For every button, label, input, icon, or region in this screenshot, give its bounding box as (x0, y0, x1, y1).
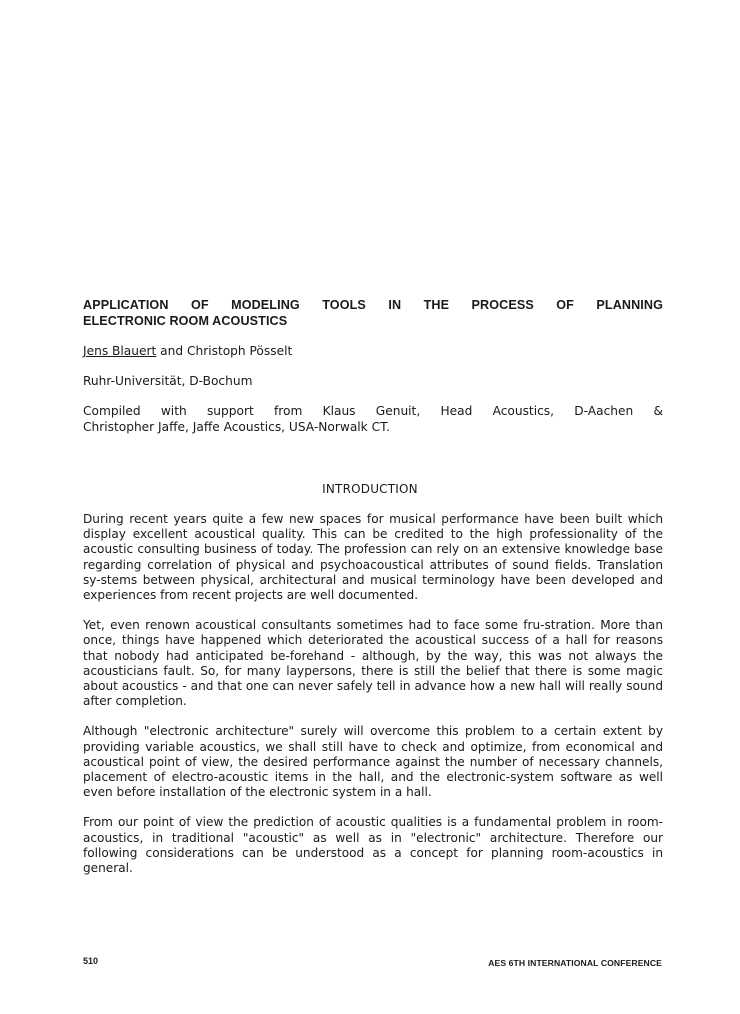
author-second: Christoph Pösselt (186, 344, 293, 358)
paragraph: Yet, even renown acoustical consultants sometimes had to face some fru-stration. More than once, things have happened which deteriorated the acoustical success of a hall for reasons that nobody had anticipated be-forehand - although, by the way, this was not always the acousticians fault. So, for many laypersons, there is still the belief that there is some magic about acoustics - and that one can never safely tell in advance how a new hall will really sound after completion. (83, 618, 663, 709)
paragraph: From our point of view the prediction of acoustic qualities is a fundamental problem in room-acoustics, in traditional "acoustic" as well as in "electronic" architecture. Therefore our following considerations can be understood as a concept for planning room-acoustics in general. (83, 815, 663, 876)
paper-title-line-1: APPLICATION OF MODELING TOOLS IN THE PROCESS OF PLANNING (83, 298, 663, 312)
paragraph: Although "electronic architecture" surely will overcome this problem to a certain extent by providing variable acoustics, we shall still have to check and optimize, from economical and acoustical point of view, the desired performance against the number of necessary channels, placement of electro-acoustic items in the hall, and the electronic-system software as well even before installation of the electronic system in a hall. (83, 724, 663, 800)
paper-title (83, 297, 663, 329)
compiled-note-line-1: Compiled with support from Klaus Genuit, Head Acoustics, D-Aachen & (83, 404, 663, 418)
body-text (83, 512, 663, 891)
author-joiner: and (156, 344, 187, 358)
paragraph: During recent years quite a few new spaces for musical performance have been built which display excellent acoustical quality. This can be credited to the high professionality of the acoustic consulting business of today. The profession can rely on an extensive knowledge base regarding correlation of physical and psychoacoustical attributes of sound fields. Translation sy-stems between physical, architectural and musical terminology have been developed and experiences from recent projects are well documented. (83, 512, 663, 603)
compiled-note-line-2: Christopher Jaffe, Jaffe Acoustics, USA-Norwalk CT. (83, 419, 390, 434)
author-first: Jens Blauert (83, 344, 157, 358)
section-heading-introduction: INTRODUCTION (322, 482, 418, 496)
compiled-note (83, 404, 663, 435)
page-number: 510 (83, 956, 99, 966)
affiliation: Ruhr-Universität, D-Bochum (83, 374, 253, 388)
conference-footer: AES 6TH INTERNATIONAL CONFERENCE (488, 958, 662, 968)
author-line (83, 344, 663, 360)
paper-title-line-2: ELECTRONIC ROOM ACOUSTICS (83, 314, 288, 328)
